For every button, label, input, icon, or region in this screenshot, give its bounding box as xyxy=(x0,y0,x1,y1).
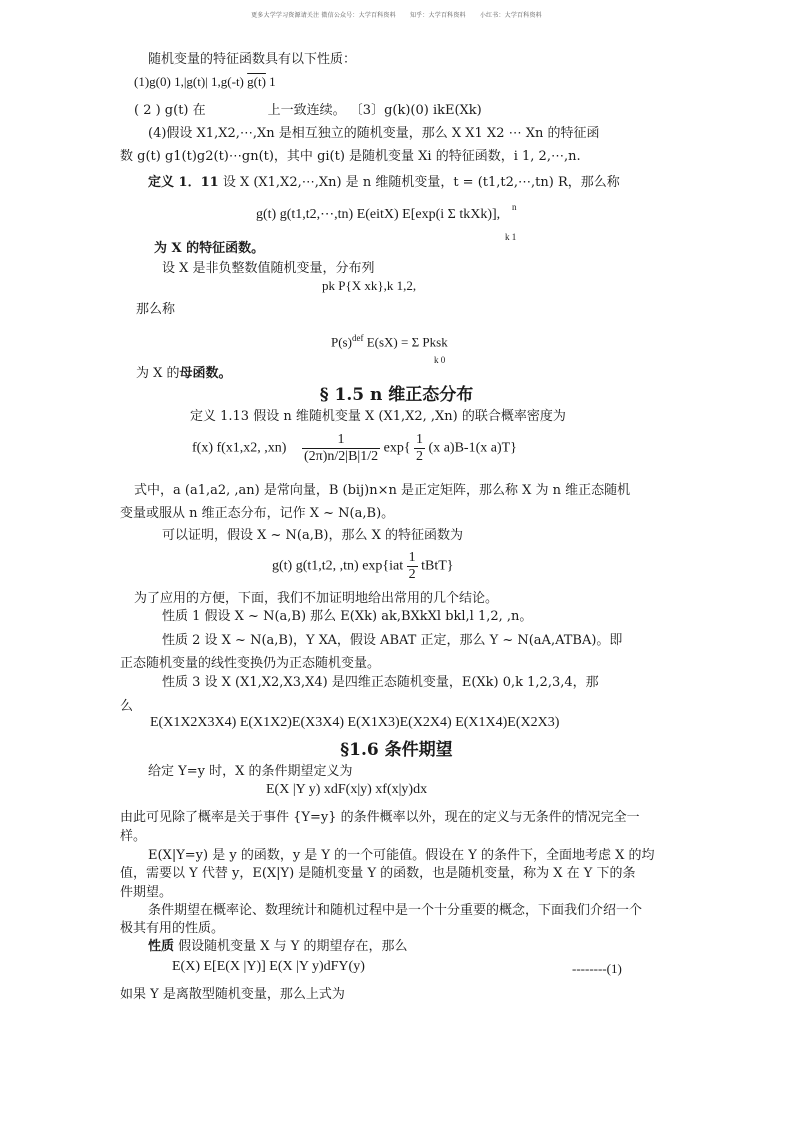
tower-property-label: 性质 xyxy=(148,939,175,954)
normal-cf-half-den: 2 xyxy=(408,567,416,582)
cf-property-4-line2: 数 g(t) g1(t)g2(t)⋯gn(t)，其中 gi(t) 是随机变量 Xi 的特征函数，i 1, 2,⋯,n. xyxy=(120,149,581,164)
density-exp: exp{ xyxy=(383,440,411,456)
sum-lower-limit: k 1 xyxy=(505,232,517,242)
cf-property-2-a: ( 2 ) g(t) 在 xyxy=(134,103,206,118)
sum-upper-limit: n xyxy=(512,202,517,212)
pgf-def-mark: def xyxy=(351,333,364,343)
tower-property-formula: E(X) E[E(X |Y)] E(X |Y y)dFY(y) xyxy=(172,959,365,974)
normal-property-3-formula: E(X1X2X3X4) E(X1X2)E(X3X4) E(X1X3)E(X2X4) E(X1X4)E(X2X3) xyxy=(150,715,560,730)
density-half-num: 1 xyxy=(416,432,424,447)
cf-property-4-line1: (4)假设 X1,X2,⋯,Xn 是相互独立的随机变量，那么 X X1 X2 ⋯ Xn 的特征函 xyxy=(148,126,600,141)
normal-property-3-cont: 么 xyxy=(120,699,134,714)
conditional-expectation-formula: E(X |Y y) xdF(x|y) xf(x|y)dx xyxy=(266,782,428,797)
cf-property-1-end: 1 xyxy=(265,74,276,89)
density-fraction-den: (2π)n/2|B|1/2 xyxy=(303,449,379,464)
pgf-formula-sum: Σ Pksk xyxy=(411,334,448,350)
paragraph-2-line3: 件期望。 xyxy=(120,885,173,900)
section-1-5-title: § 1.5 n 维正态分布 xyxy=(319,385,474,405)
tower-property-text: 假设随机变量 X 与 Y 的期望存在，那么 xyxy=(178,939,408,954)
definition-1-11-conclusion: 为 X 的特征函数。 xyxy=(154,241,265,256)
conditional-expectation-intro: 给定 Y=y 时，X 的条件期望定义为 xyxy=(148,764,353,779)
paragraph-3-line2: 极其有用的性质。 xyxy=(120,921,225,936)
cf-property-2 xyxy=(134,103,482,119)
normal-property-2-cont: 正态随机变量的线性变换仍为正态随机变量。 xyxy=(120,656,381,671)
definition-1-13: 定义 1.13 假设 n 维随机变量 X (X1,X2, ,Xn) 的联合概率密度为 xyxy=(190,409,566,424)
density-lhs: f(x) f(x1,x2, ,xn) xyxy=(192,440,287,456)
cf-property-1-a: (1)g(0) 1,|g(t)| 1,g(-t) xyxy=(134,74,248,89)
normal-cf-formula xyxy=(272,550,454,583)
paragraph-1-line1: 由此可见除了概率是关于事件 {Y=y} 的条件概率以外，现在的定义与无条件的情况完全一 xyxy=(120,810,640,825)
paragraph-3-line1: 条件期望在概率论、数理统计和随机过程中是一个十分重要的概念，下面我们介绍一个 xyxy=(148,903,643,918)
density-tail: (x a)B-1(x a)T} xyxy=(428,440,517,456)
pgf-conclusion-b: 母函数。 xyxy=(179,366,232,381)
density-half-den: 2 xyxy=(416,449,424,464)
paragraph-2-line1: E(X|Y=y) 是 y 的函数，y 是 Y 的一个可能值。假设在 Y 的条件下，全面地考虑 X 的均 xyxy=(148,848,655,863)
normal-density-formula xyxy=(192,432,517,465)
header-item-wechat: 更多大学学习资源请关注 微信公众号：大学百科资料 xyxy=(251,12,396,19)
paragraph-2-line2: 值，需要以 Y 代替 y，E(X|Y) 是随机变量 Y 的函数，也是随机变量，称为 X 在 Y 下的条 xyxy=(120,866,636,881)
normal-property-1: 性质 1 假设 X ~ N(a,B) 那么 E(Xk) ak,BXkXl bkl,l 1,2, ,n。 xyxy=(162,609,533,624)
normal-cf-tail: tBtT} xyxy=(421,558,454,574)
density-fraction-num: 1 xyxy=(302,432,380,449)
header-item-xiaohongshu: 小红书：大学百科资料 xyxy=(479,12,542,19)
normal-property-3: 性质 3 设 X (X1,X2,X3,X4) 是四维正态随机变量，E(Xk) 0,k 1,2,3,4，那 xyxy=(162,675,599,690)
density-half xyxy=(414,432,425,465)
equation-number-1: --------(1) xyxy=(572,961,622,976)
cf-property-3: 〔3〕g(k)(0) ikE(Xk) xyxy=(349,103,482,118)
discrete-case-intro: 如果 Y 是离散型随机变量，那么上式为 xyxy=(120,987,345,1002)
definition-1-11-formula: g(t) g(t1,t2,⋯,tn) E(eitX) E[exp(i Σ tkXk)], xyxy=(256,207,501,222)
normal-cf-half-num: 1 xyxy=(408,550,416,565)
normal-cf-intro: 可以证明，假设 X ~ N(a,B)，那么 X 的特征函数为 xyxy=(162,528,464,543)
pgf-formula-lhs: P(s) xyxy=(331,334,352,350)
normal-conclusions-intro: 为了应用的方便，下面，我们不加证明地给出常用的几个结论。 xyxy=(134,591,499,606)
pgf-distribution: pk P{X xk},k 1,2, xyxy=(322,278,417,293)
cf-property-1-bar: g(t) xyxy=(247,74,266,89)
header-item-zhihu: 知乎：大学百科资料 xyxy=(409,12,466,19)
normal-where-line1: 式中，a (a1,a2, ,an) 是常向量，B (bij)n×n 是正定矩阵，那么称 X 为 n 维正态随机 xyxy=(134,483,631,498)
tower-property xyxy=(148,939,408,955)
normal-cf-half xyxy=(407,550,418,583)
normal-cf-lhs: g(t) g(t1,t2, ,tn) exp{iat xyxy=(272,558,404,574)
cf-property-1 xyxy=(134,74,276,90)
pgf-formula xyxy=(331,330,448,350)
definition-1-11 xyxy=(148,175,620,191)
cf-property-2-b: 上一致连续。 xyxy=(267,103,346,118)
pgf-conclusion-a: 为 X 的 xyxy=(136,366,180,381)
pgf-then: 那么称 xyxy=(136,302,176,317)
normal-where-line2: 变量或服从 n 维正态分布，记作 X ~ N(a,B)。 xyxy=(120,506,395,521)
definition-1-11-label: 定义 1．11 xyxy=(148,175,219,190)
pgf-sum-lower-limit: k 0 xyxy=(434,355,446,365)
page-header xyxy=(0,10,793,19)
density-fraction xyxy=(302,432,380,465)
pgf-formula-mid: E(sX) = xyxy=(366,334,409,350)
definition-1-11-text: 设 X (X1,X2,⋯,Xn) 是 n 维随机变量，t = (t1,t2,⋯,tn) R，那么称 xyxy=(222,175,620,190)
section-1-6-title: §1.6 条件期望 xyxy=(340,740,453,760)
pgf-intro: 设 X 是非负整数值随机变量，分布列 xyxy=(162,261,375,276)
normal-property-2: 性质 2 设 X ~ N(a,B)，Y XA，假设 ABAT 正定，那么 Y ~ N(aA,ATBA)。即 xyxy=(162,633,623,648)
paragraph-1-line2: 样。 xyxy=(120,829,147,844)
cf-properties-intro: 随机变量的特征函数具有以下性质： xyxy=(148,52,357,67)
